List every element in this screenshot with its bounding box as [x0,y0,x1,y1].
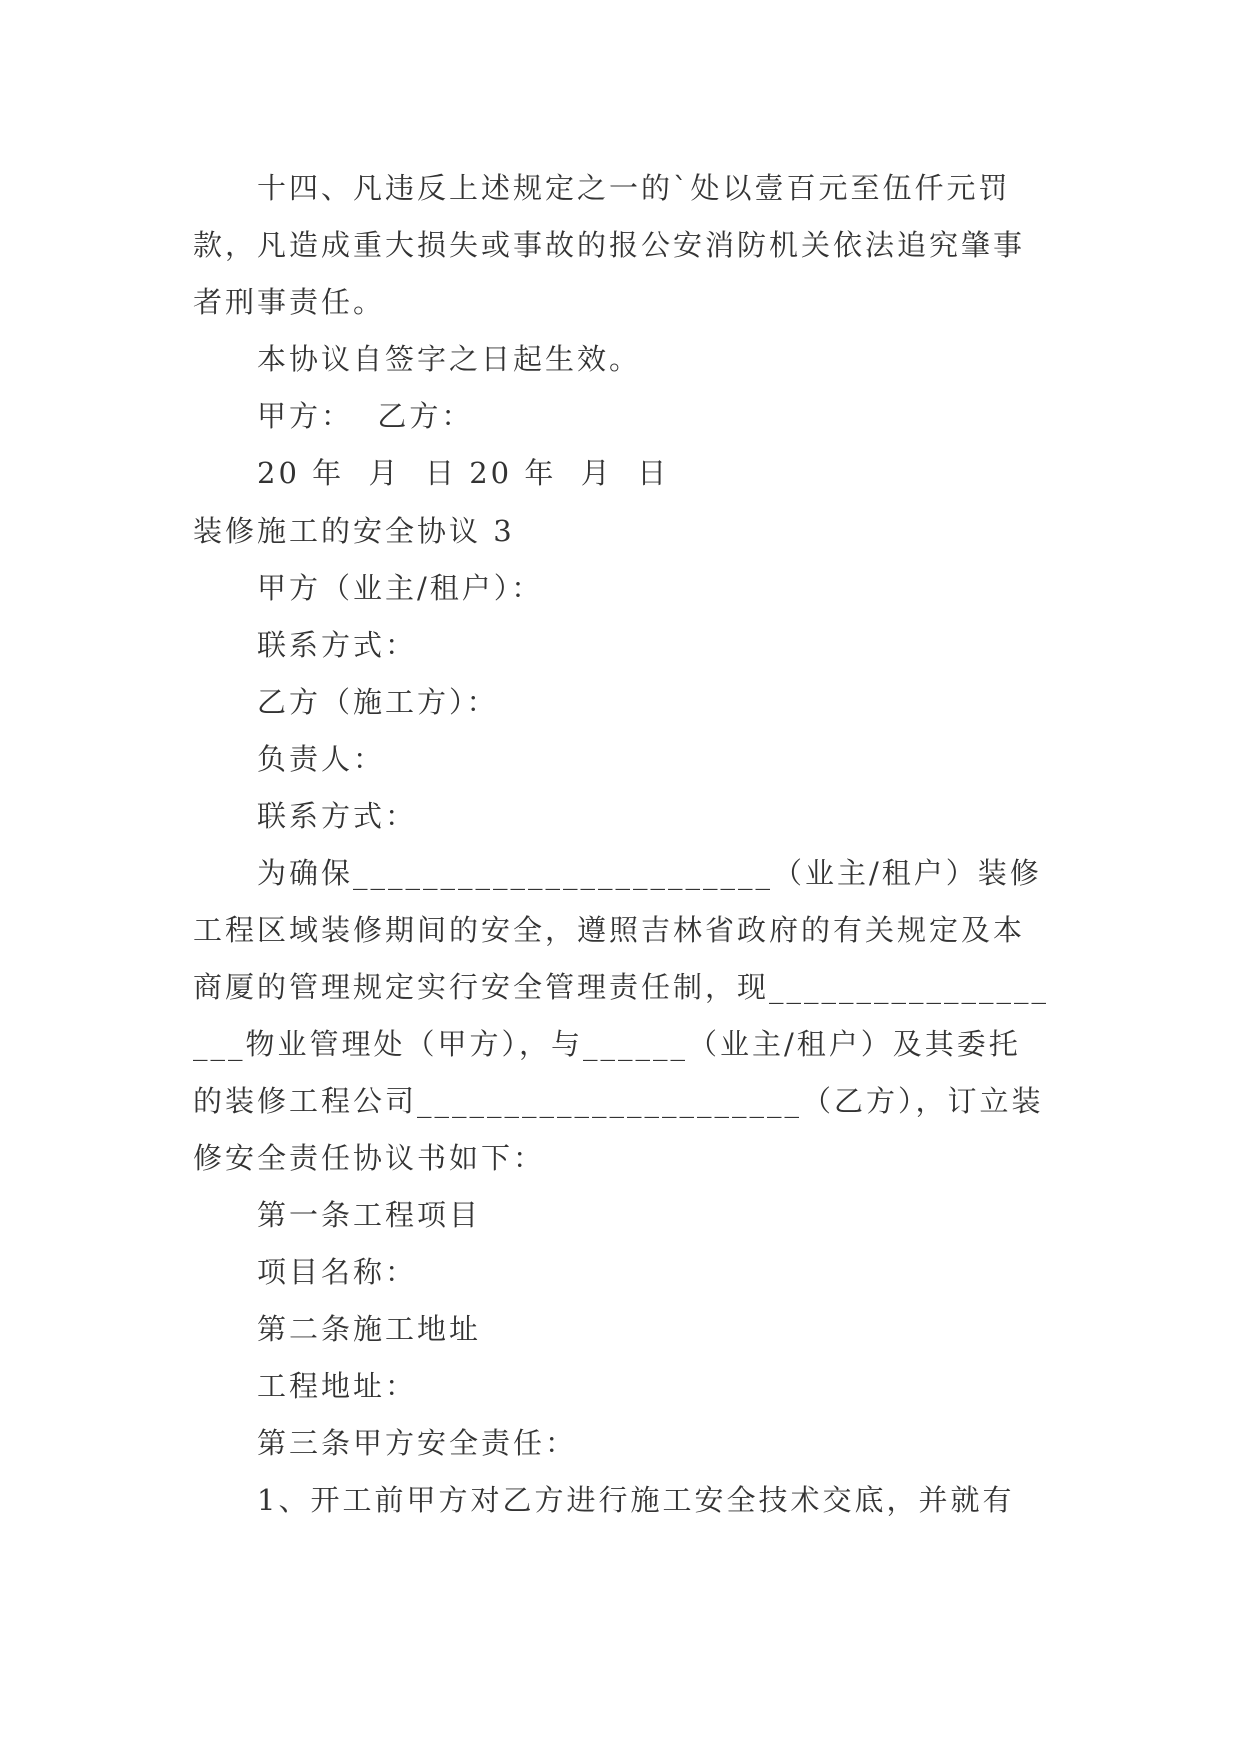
project-address-label: 工程地址： [257,1369,418,1403]
date-line: 20 年 月 日 20 年 月 日 [257,456,670,490]
project-name-label: 项目名称： [257,1255,418,1289]
article-3-heading: 第三条甲方安全责任： [257,1426,578,1460]
party-a-contact-label: 联系方式： [257,628,418,662]
section-title: 装修施工的安全协议 3 [193,514,515,548]
paragraph-penalty: 十四、凡违反上述规定之一的`处以壹百元至伍仟元罚款，凡造成重大损失或事故的报公安消防机关依法追究肇事者刑事责任。 [193,171,1026,319]
party-b-contact-label: 联系方式： [257,799,418,833]
article-2-heading: 第二条施工地址 [257,1312,482,1346]
party-a-label: 甲方（业主/租户）： [257,571,544,605]
party-b-label: 乙方（施工方）： [257,685,499,719]
article-1-heading: 第一条工程项目 [257,1198,482,1232]
signature-line: 甲方： 乙方： [257,399,474,433]
person-in-charge-label: 负责人： [257,742,386,776]
paragraph-effective: 本协议自签字之日起生效。 [257,342,642,376]
article-3-item-1: 1、开工前甲方对乙方进行施工安全技术交底，并就有 [257,1483,1015,1517]
paragraph-purpose: 为确保________________________（业主/租户）装修工程区域装修期间的安全，遵照吉林省政府的有关规定及本商厦的管理规定实行安全管理责任制，现___________________物业管理处（甲方），与______（业主/租户）及其委托的装修工程公司______________________（乙方），订立装修安全责任协议书如下： [193,856,1050,1175]
